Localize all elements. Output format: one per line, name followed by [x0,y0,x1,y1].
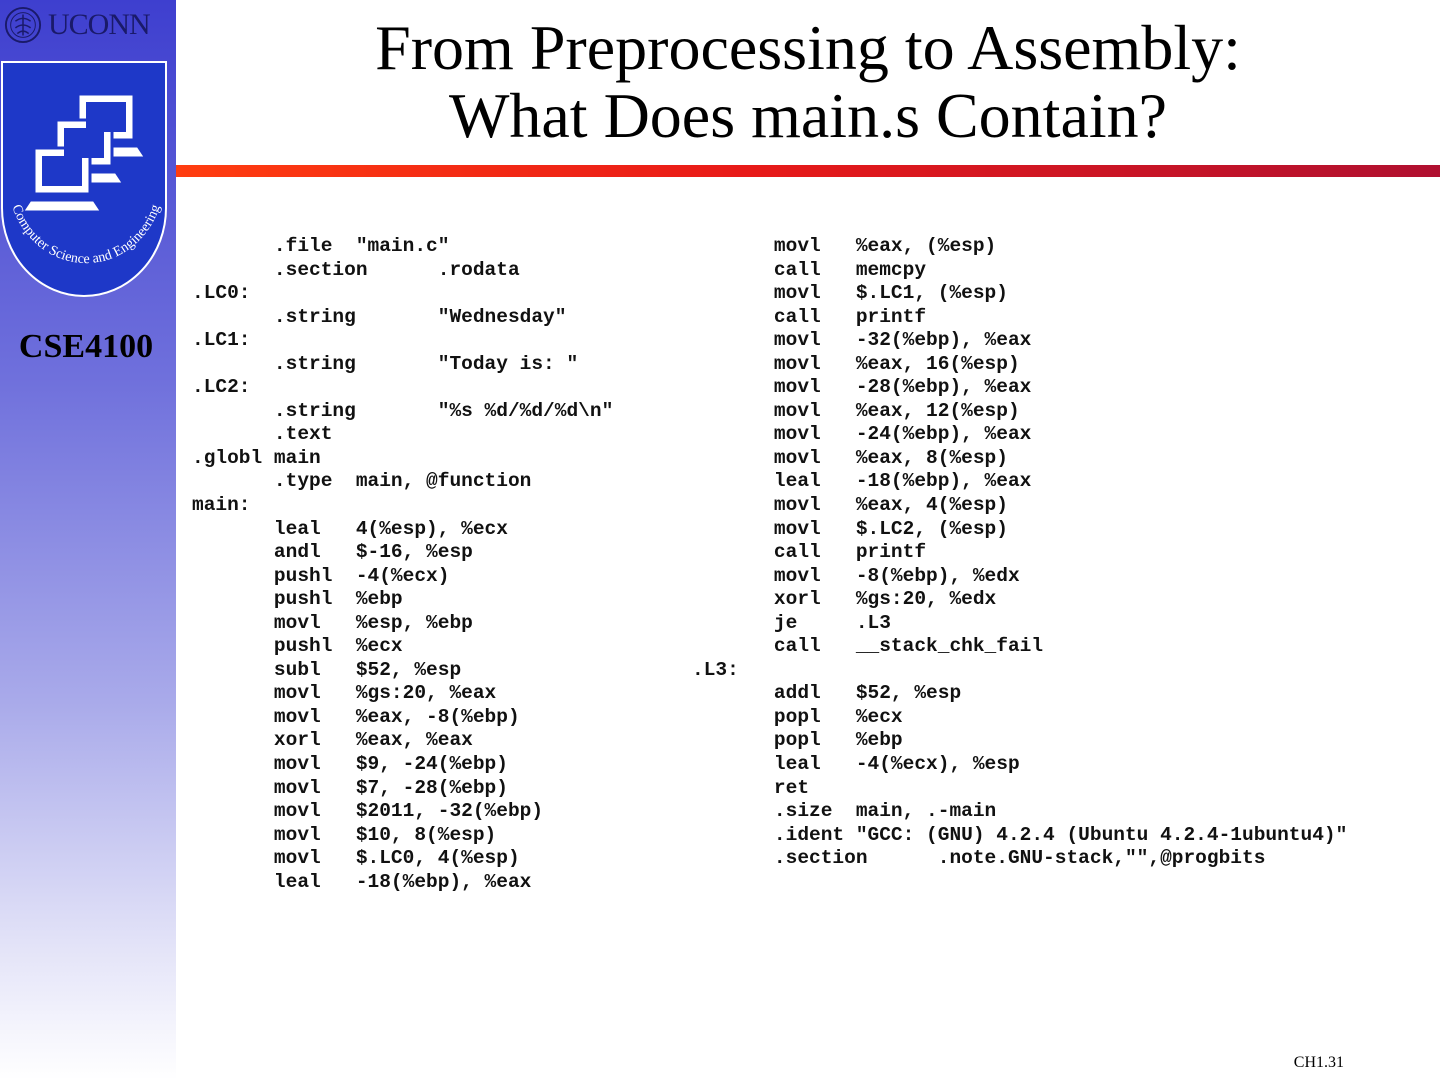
code-line: call printf [692,541,927,564]
cse-emblem-icon [0,58,168,302]
uconn-logo-text: UCONN [48,8,150,41]
code-line: .section .note.GNU-stack,"",@progbits [692,847,1266,870]
code-line: xorl %eax, %eax [192,729,473,752]
code-line: movl %eax, 4(%esp) [692,494,1008,517]
code-line: movl %eax, 12(%esp) [692,399,1020,422]
code-line: .globl main [192,446,321,469]
code-line: movl %eax, (%esp) [692,235,997,257]
slide-number: CH1.31 [1293,1054,1344,1071]
title-divider [176,165,1440,177]
code-line: .type main, @function [192,470,532,493]
uconn-logo [4,4,150,46]
code-line: ret [692,776,810,799]
code-line: leal -18(%ebp), %eax [692,470,1032,493]
code-line: movl %eax, -8(%ebp) [192,705,520,728]
code-line: main: [192,494,251,517]
code-line: movl $9, -24(%ebp) [192,753,508,776]
code-line: movl -28(%ebp), %eax [692,376,1032,399]
code-line: .LC1: [192,329,251,352]
code-line: movl -8(%ebp), %edx [692,564,1020,587]
code-line: .string "%s %d/%d/%d\n" [192,399,614,422]
code-line: movl $.LC2, (%esp) [692,517,1008,540]
uconn-seal-icon [4,6,42,44]
code-line: leal 4(%esp), %ecx [192,517,508,540]
code-line: movl -32(%ebp), %eax [692,329,1032,352]
code-line: .ident "GCC: (GNU) 4.2.4 (Ubuntu 4.2.4-1ubuntu4)" [692,823,1348,846]
code-line: .LC0: [192,282,251,305]
code-line: movl %esp, %ebp [192,611,473,634]
code-line: .LC2: [192,376,251,399]
code-line: movl %eax, 16(%esp) [692,352,1020,375]
code-line: .section .rodata [192,258,520,281]
code-line: movl $.LC1, (%esp) [692,282,1008,305]
code-line: movl -24(%ebp), %eax [692,423,1032,446]
code-line: popl %ecx [692,705,903,728]
code-line: pushl %ecx [192,635,403,658]
code-line: movl $7, -28(%ebp) [192,776,508,799]
code-line: call printf [692,305,927,328]
code-line: leal -18(%ebp), %eax [192,870,532,893]
slide-title [176,14,1440,150]
code-line: pushl -4(%ecx) [192,564,450,587]
slide-title-line-2: What Does main.s Contain? [448,80,1168,151]
slide-title-line-1: From Preprocessing to Assembly: [375,12,1241,83]
sidebar [0,0,176,1080]
code-line: call memcpy [692,258,927,281]
code-line: pushl %ebp [192,588,403,611]
code-line: andl $-16, %esp [192,541,473,564]
assembly-code-right-column [692,235,1347,871]
code-line: call __stack_chk_fail [692,635,1044,658]
code-line: .size main, .-main [692,800,997,823]
code-line: leal -4(%ecx), %esp [692,753,1020,776]
code-line: movl $10, 8(%esp) [192,823,497,846]
course-label: CSE4100 [18,328,154,365]
code-line: .text [192,423,333,446]
code-line: movl %gs:20, %eax [192,682,497,705]
code-line: movl $2011, -32(%ebp) [192,800,544,823]
code-line: movl %eax, 8(%esp) [692,446,1008,469]
assembly-code-left-column [192,235,613,894]
code-line: addl $52, %esp [692,682,962,705]
code-line: .L3: [692,658,739,681]
emblem-text: Computer Science and Engineering [8,202,164,268]
code-line: movl $.LC0, 4(%esp) [192,847,520,870]
code-line: xorl %gs:20, %edx [692,588,997,611]
code-line: .file "main.c" [192,235,450,257]
code-line: .string "Today is: " [192,352,579,375]
code-line: je .L3 [692,611,891,634]
code-line: popl %ebp [692,729,903,752]
code-line: subl $52, %esp [192,658,462,681]
code-line: .string "Wednesday" [192,305,567,328]
